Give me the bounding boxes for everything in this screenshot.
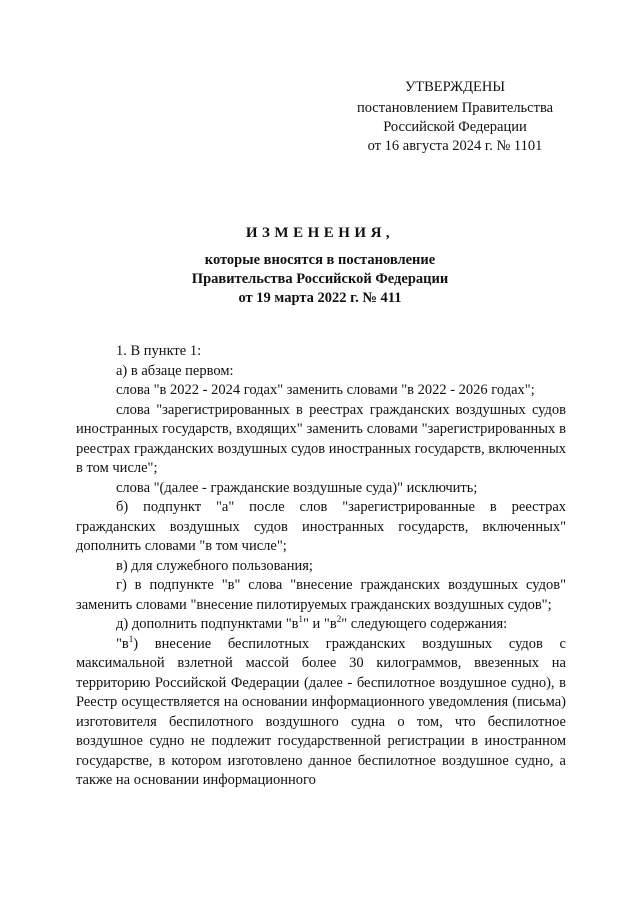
document-body [76, 342, 566, 791]
paragraph-text: " следующего содержания: [341, 616, 508, 632]
superscript: 1 [128, 633, 134, 644]
paragraph-text: "в [116, 635, 129, 652]
document-title: ИЗМЕНЕНИЯ, [245, 225, 395, 241]
paragraph: слова "в 2022 - 2024 годах" заменить словами "в 2022 - 2026 годах"; [116, 382, 535, 398]
paragraph: а) в абзаце первом: [116, 362, 234, 379]
approval-word: УТВЕРЖДЕНЫ [404, 79, 506, 95]
paragraph-text: ) внесение беспилотных гражданских воздушных судов с максимальной взлетной массой более 30 килограммов, ввезенных на территорию Российской Федерации (далее - беспилотное воздушное судно), в Реестр осуществляется на основании информационного уведомления (письма) изготовителя беспилотного воздушного судна о том, что беспилотное воздушное судно не подлежит государственной регистрации в иностранном государстве, в котором изготовлено данное беспилотное воздушное судно, а также на основании информационного [76, 635, 566, 788]
subtitle-line: которые вносятся в постановление [204, 252, 436, 268]
paragraph: слова "зарегистрированных в реестрах гражданских воздушных судов иностранных государств, входящих" заменить словами "зарегистрированных в реестрах гражданских воздушных судов иностранных государств, включенных в том числе"; [76, 401, 566, 476]
paragraph-text: д) дополнить подпунктами "в [116, 616, 299, 632]
paragraph-text: " и "в [302, 616, 337, 632]
approval-line: от 16 августа 2024 г. № 1101 [367, 138, 543, 154]
paragraph [76, 615, 566, 635]
document-subtitle [0, 251, 640, 308]
paragraph: слова "(далее - гражданские воздушные суда)" исключить; [116, 479, 478, 496]
approval-line: Российской Федерации [383, 119, 527, 135]
subtitle-line: Правительства Российской Федерации [191, 271, 449, 287]
paragraph: 1. В пункте 1: [116, 343, 202, 359]
paragraph [76, 635, 566, 791]
approval-block [330, 78, 580, 156]
paragraph: б) подпункт "а" после слов "зарегистрированные в реестрах гражданских воздушных судов иностранных государств, включенных" дополнить словами "в том числе"; [76, 499, 566, 554]
subtitle-line: от 19 марта 2022 г. № 411 [238, 290, 402, 306]
approval-line: постановлением Правительства [356, 100, 554, 116]
superscript: 2 [336, 614, 342, 625]
superscript: 1 [298, 614, 303, 625]
paragraph: г) в подпункте "в" слова "внесение гражданских воздушных судов" заменить словами "внесение пилотируемых гражданских воздушных судов"; [76, 577, 566, 613]
paragraph: в) для служебного пользования; [116, 557, 313, 574]
